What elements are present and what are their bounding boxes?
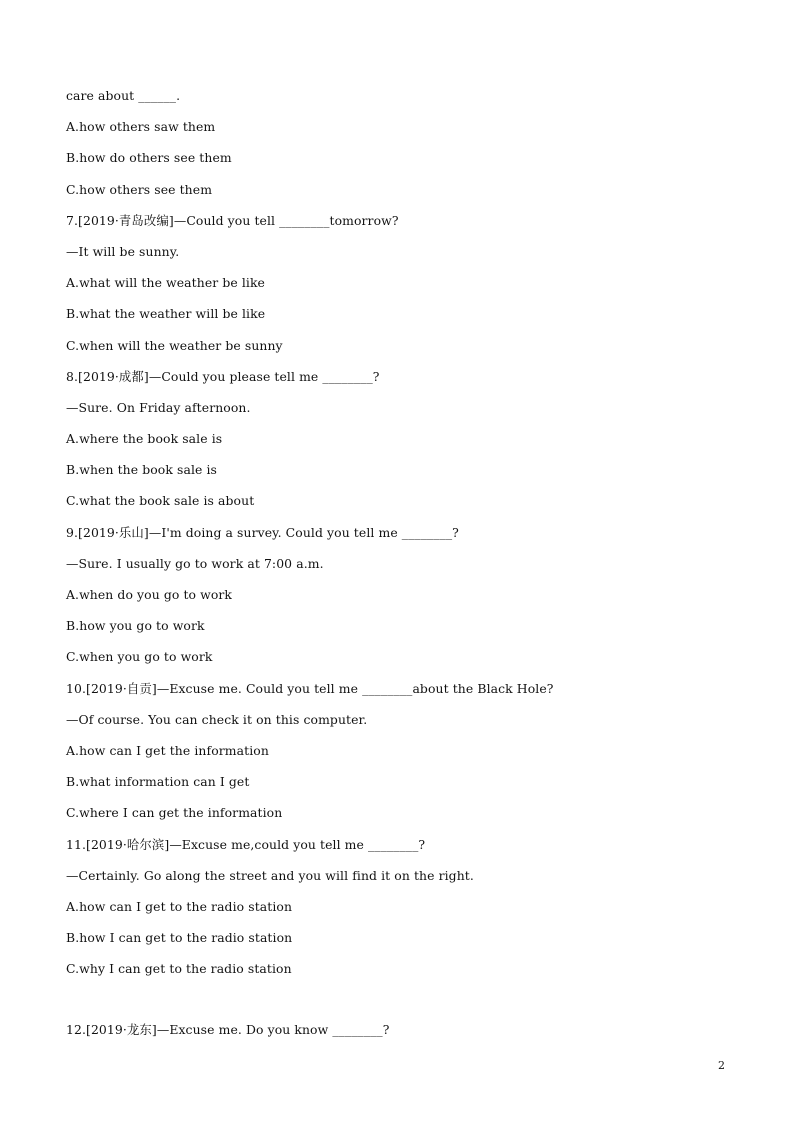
- answer-line: —It will be sunny.: [66, 243, 180, 259]
- question-12: 12.[2019·龙东]—Excuse me. Do you know ________?: [66, 1022, 390, 1038]
- option-line: C.what the book sale is about: [66, 493, 255, 509]
- question-10: 10.[2019·自贡]—Excuse me. Could you tell me ________about the Black Hole?: [66, 680, 554, 696]
- question-7: 7.[2019·青岛改编]—Could you tell ________tomorrow?: [66, 212, 399, 228]
- option-line: B.what the weather will be like: [66, 306, 266, 322]
- option-line: B.what information can I get: [66, 774, 250, 790]
- option-line: B.how you go to work: [66, 618, 205, 634]
- option-line: A.what will the weather be like: [66, 275, 265, 291]
- option-line: B.when the book sale is: [66, 462, 218, 478]
- question-9: 9.[2019·乐山]—I'm doing a survey. Could you tell me ________?: [66, 524, 459, 540]
- answer-line: —Of course. You can check it on this computer.: [66, 711, 368, 727]
- option-line: A.when do you go to work: [66, 587, 233, 602]
- option-line: A.how can I get the information: [66, 742, 269, 758]
- answer-line: —Certainly. Go along the street and you will find it on the right.: [66, 867, 474, 883]
- text-line: care about ______.: [66, 88, 181, 103]
- question-11: 11.[2019·哈尔滨]—Excuse me,could you tell me ________?: [66, 836, 426, 852]
- answer-line: —Sure. On Friday afternoon.: [66, 399, 251, 415]
- question-list: [66, 86, 746, 1052]
- option-line: A.how others saw them: [66, 119, 216, 135]
- option-line: C.where I can get the information: [66, 805, 283, 821]
- option-line: B.how do others see them: [66, 150, 232, 166]
- option-line: C.when you go to work: [66, 649, 213, 665]
- option-line: C.how others see them: [66, 181, 213, 197]
- page-number: 2: [718, 1059, 725, 1072]
- spacer: [66, 990, 746, 1020]
- option-line: A.where the book sale is: [66, 431, 223, 447]
- option-line: C.why I can get to the radio station: [66, 961, 292, 977]
- option-line: B.how I can get to the radio station: [66, 930, 293, 946]
- question-8: 8.[2019·成都]—Could you please tell me ________?: [66, 368, 380, 384]
- answer-line: —Sure. I usually go to work at 7:00 a.m.: [66, 555, 324, 571]
- option-line: A.how can I get to the radio station: [66, 898, 293, 914]
- option-line: C.when will the weather be sunny: [66, 337, 283, 353]
